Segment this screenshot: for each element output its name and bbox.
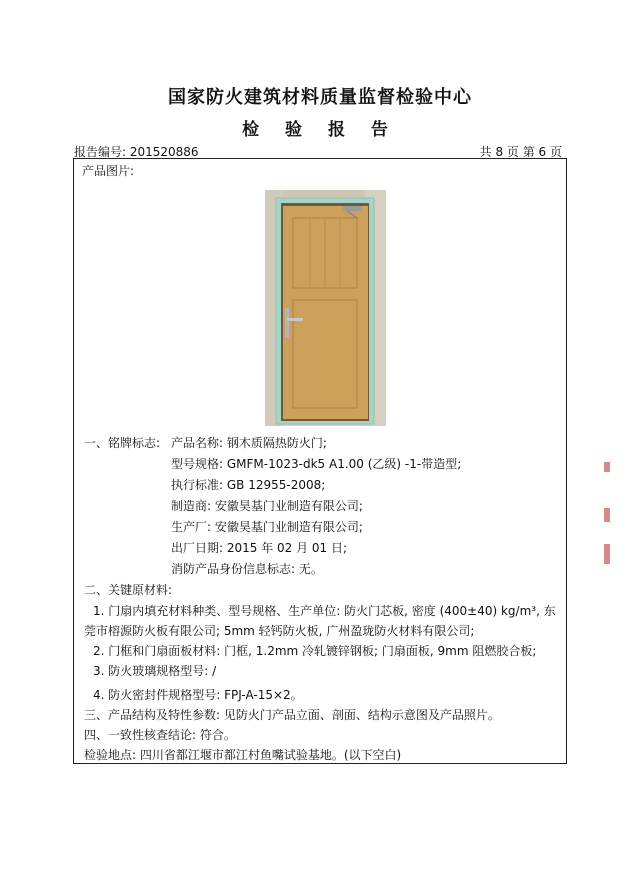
materials-item-4: 4. 防火密封件规格型号: FPJ-A-15×2。 bbox=[93, 688, 303, 702]
page-info: 共 8 页 第 6 页 bbox=[479, 145, 562, 159]
nameplate-product-name: 产品名称: 钢木质隔热防火门; bbox=[171, 436, 327, 450]
materials-item-1-line-2: 莞市榕源防火板有限公司; 5mm 轻钙防火板, 广州盈珑防火材料有限公司; bbox=[84, 624, 475, 638]
nameplate-model: 型号规格: GMFM-1023-dk5 A1.00 (乙级) -1-带造型; bbox=[171, 457, 462, 471]
structure-line: 三、产品结构及特性参数: 见防火门产品立面、剖面、结构示意图及产品照片。 bbox=[84, 708, 500, 722]
seal-fragment bbox=[604, 508, 610, 522]
report-number: 报告编号: 201520886 bbox=[74, 145, 199, 159]
door-illustration bbox=[265, 190, 386, 426]
nameplate-id-mark: 消防产品身份信息标志: 无。 bbox=[171, 562, 323, 576]
test-location: 检验地点: 四川省都江堰市都江村鱼嘴试验基地。(以下空白) bbox=[84, 748, 402, 762]
nameplate-manufacturer: 制造商: 安徽昊基门业制造有限公司; bbox=[171, 499, 363, 513]
materials-item-3: 3. 防火玻璃规格型号: / bbox=[93, 664, 217, 678]
seal-fragment bbox=[604, 462, 610, 472]
report-subtitle: 检 验 报 告 bbox=[242, 120, 398, 140]
nameplate-factory: 生产厂: 安徽昊基门业制造有限公司; bbox=[171, 520, 363, 534]
materials-item-1-line-1: 1. 门扇内填充材料种类、型号规格、生产单位: 防火门芯板, 密度 (400±40) kg/m³, 东 bbox=[93, 604, 556, 618]
materials-item-2: 2. 门框和门扇面板材料: 门框, 1.2mm 冷轧镀锌钢板; 门扇面板, 9mm 阻燃胶合板; bbox=[93, 644, 537, 658]
nameplate-date: 出厂日期: 2015 年 02 月 01 日; bbox=[171, 541, 348, 555]
photo-label: 产品图片: bbox=[82, 164, 135, 178]
door-photo bbox=[265, 190, 386, 426]
nameplate-heading: 一、铭牌标志: bbox=[84, 436, 161, 450]
nameplate-standard: 执行标准: GB 12955-2008; bbox=[171, 478, 326, 492]
consistency-line: 四、一致性核查结论: 符合。 bbox=[84, 728, 236, 742]
report-title: 国家防火建筑材料质量监督检验中心 bbox=[168, 87, 472, 108]
materials-heading: 二、关键原材料: bbox=[84, 583, 173, 597]
seal-fragment bbox=[604, 544, 610, 564]
